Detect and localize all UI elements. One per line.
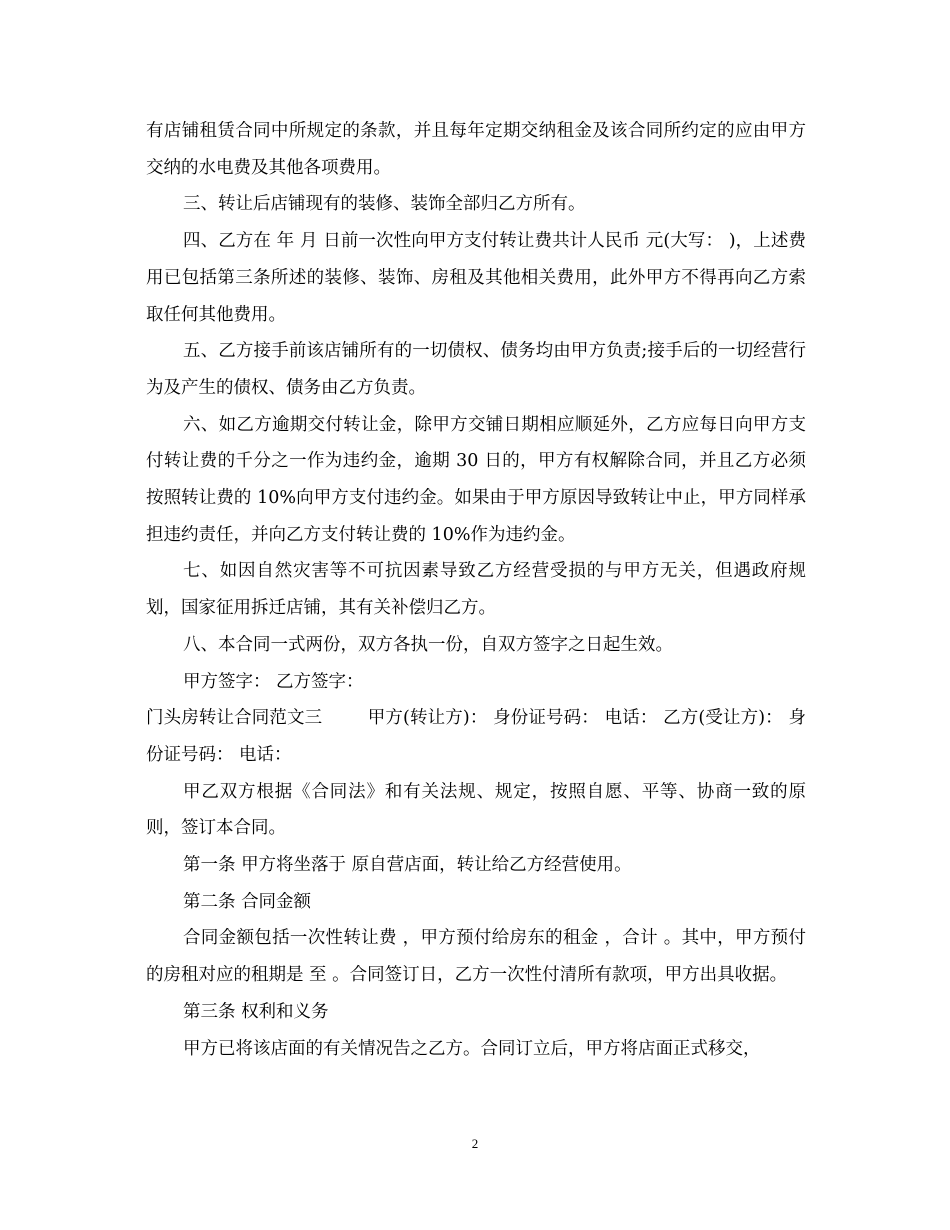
article-3-heading: 第三条 权利和义务: [183, 1001, 329, 1022]
page-number: 2: [471, 1136, 479, 1151]
article-1: 第一条 甲方将坐落于 原自营店面，转让给乙方经营使用。: [183, 855, 632, 876]
document-body: [146, 113, 806, 1067]
paragraph-clause-4: 四、乙方在 年 月 日前一次性向甲方支付转让费共计人民币 元(大写： )，上述费用已包括第三条所述的装修、装饰、房租及其他相关费用，此外甲方不得再向乙方索取任何其他费用。: [146, 231, 806, 325]
paragraph-clause-8: 八、本合同一式两份，双方各执一份，自双方签字之日起生效。: [183, 634, 673, 655]
paragraph: 有店铺租赁合同中所规定的条款，并且每年定期交纳租金及该合同所约定的应由甲方交纳的水电费及其他各项费用。: [146, 121, 806, 178]
paragraph-clause-5: 五、乙方接手前该店铺所有的一切债权、债务均由甲方负责;接手后的一切经营行为及产生的债权、债务由乙方负责。: [146, 341, 806, 398]
paragraph-clause-7: 七、如因自然灾害等不可抗因素导致乙方经营受损的与甲方无关，但遇政府规划，国家征用拆迁店铺，其有关补偿归乙方。: [146, 561, 806, 619]
article-2-heading: 第二条 合同金额: [183, 891, 312, 912]
signature-line: 甲方签字： 乙方签字：: [183, 671, 364, 692]
article-3-body: 甲方已将该店面的有关情况告之乙方。合同订立后，甲方将店面正式移交，: [183, 1038, 761, 1059]
paragraph-clause-3: 三、转让后店铺现有的装修、装饰全部归乙方所有。: [183, 194, 586, 215]
paragraph-clause-6: 六、如乙方逾期交付转让金，除甲方交铺日期相应顺延外，乙方应每日向甲方支付转让费的千分之一作为违约金，逾期 30 日的，甲方有权解除合同，并且乙方必须按照转让费的 10%向甲方支付违约金。如果由于甲方原因导致转让中止，甲方同样承担违约责任，并向乙方支付转让费的 10%作为违约金。: [146, 414, 806, 545]
section-heading-parties: 门头房转让合同范文三 甲方(转让方)： 身份证号码： 电话： 乙方(受让方)： 身份证号码： 电话：: [146, 708, 806, 765]
article-2-body: 合同金额包括一次性转让费 ，甲方预付给房东的租金 ，合计 。其中，甲方预付的房租对应的租期是 至 。合同签订日，乙方一次性付清所有款项，甲方出具收据。: [146, 928, 806, 986]
paragraph-preamble: 甲乙双方根据《合同法》和有关法规、规定，按照自愿、平等、协商一致的原则，签订本合同。: [146, 781, 806, 839]
